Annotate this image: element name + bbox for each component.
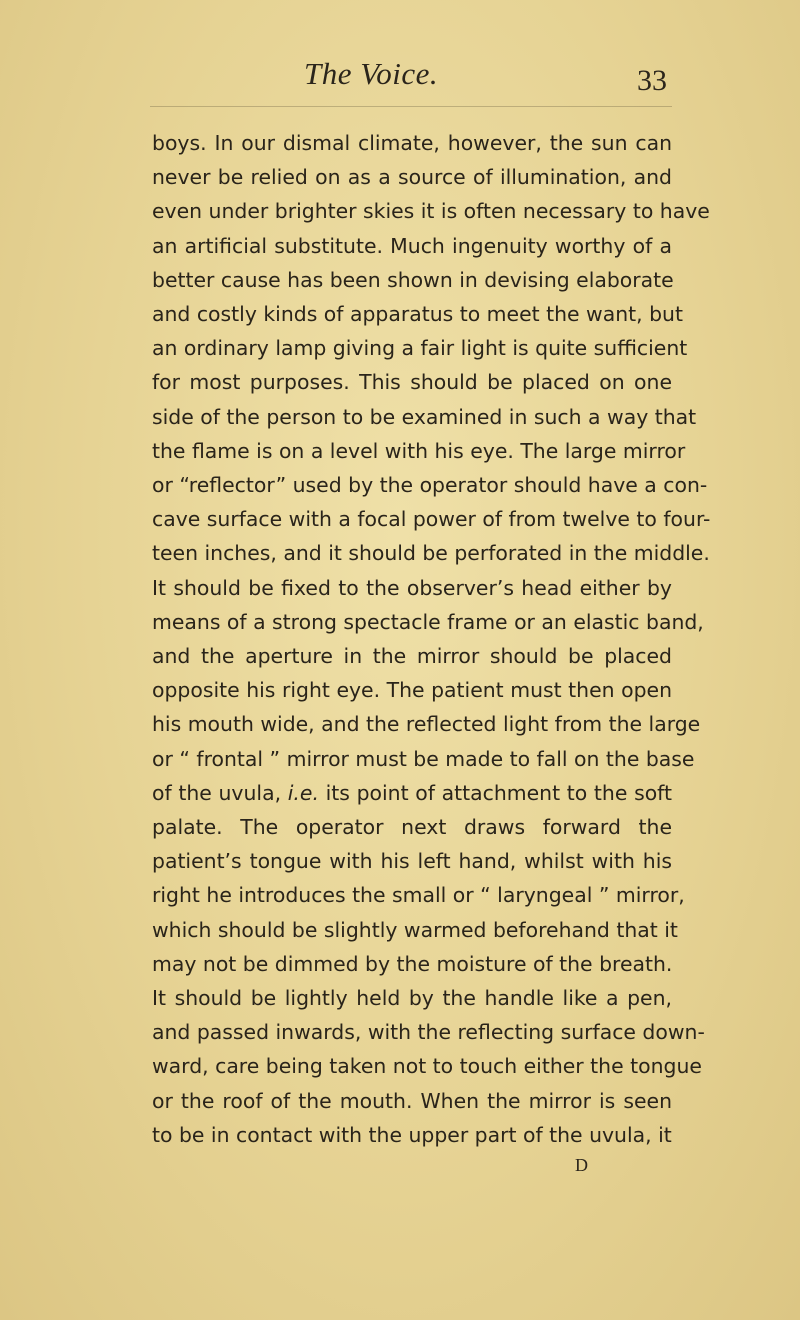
text-line: It should be lightly held by the handle like a pen, bbox=[152, 986, 672, 1011]
text-line: It should be fixed to the observer’s head either by bbox=[152, 575, 672, 600]
header-rule bbox=[150, 106, 672, 107]
text-line: better cause has been shown in devising elaborate bbox=[152, 267, 674, 292]
text-segment: its point of attachment to the soft bbox=[318, 780, 672, 805]
text-line: side of the person to be examined in such a way that bbox=[152, 404, 697, 429]
body-text bbox=[152, 126, 711, 1152]
text-line: and the aperture in the mirror should be placed bbox=[152, 644, 672, 669]
text-line: an ordinary lamp giving a fair light is quite sufficient bbox=[152, 336, 688, 361]
text-line: an artificial substitute. Much ingenuity worthy of a bbox=[152, 233, 672, 258]
text-segment: of the uvula, bbox=[152, 780, 288, 805]
text-line: which should be slightly warmed beforehand that it bbox=[152, 917, 678, 942]
italic-abbreviation: i.e. bbox=[287, 780, 319, 805]
text-line: or “reflector” used by the operator should have a con- bbox=[152, 473, 708, 498]
text-line: and passed inwards, with the reflecting surface down- bbox=[152, 1020, 705, 1045]
signature-mark: D bbox=[575, 1155, 588, 1175]
text-line: ward, care being taken not to touch either the tongue bbox=[152, 1054, 702, 1079]
text-line: boys. In our dismal climate, however, the sun can bbox=[152, 131, 672, 155]
text-line: for most purposes. This should be placed on one bbox=[152, 370, 672, 395]
text-line: palate. The operator next draws forward the bbox=[152, 815, 672, 840]
running-title: The Voice. bbox=[304, 56, 439, 91]
text-line-with-italic bbox=[152, 776, 672, 810]
text-line: or the roof of the mouth. When the mirror is seen bbox=[152, 1088, 672, 1113]
text-line: means of a strong spectacle frame or an elastic band, bbox=[152, 609, 704, 634]
text-line: his mouth wide, and the reflected light from the large bbox=[152, 712, 701, 737]
page-number: 33 bbox=[637, 64, 667, 97]
text-line: teen inches, and it should be perforated in the middle. bbox=[152, 541, 710, 566]
text-line: may not be dimmed by the moisture of the breath. bbox=[152, 951, 673, 976]
text-line: to be in contact with the upper part of the uvula, it bbox=[152, 1122, 672, 1147]
text-line: cave surface with a focal power of from twelve to four- bbox=[152, 507, 711, 532]
text-line: right he introduces the small or “ laryngeal ” mirror, bbox=[152, 883, 685, 908]
text-line: or “ frontal ” mirror must be made to fall on the base bbox=[152, 746, 695, 771]
text-line: opposite his right eye. The patient must then open bbox=[152, 678, 672, 703]
text-line: never be relied on as a source of illumination, and bbox=[152, 165, 672, 190]
text-line: and costly kinds of apparatus to meet the want, but bbox=[152, 302, 683, 327]
text-line: patient’s tongue with his left hand, whilst with his bbox=[152, 849, 672, 874]
text-line: even under brighter skies it is often necessary to have bbox=[152, 199, 710, 224]
text-line: the flame is on a level with his eye. The large mirror bbox=[152, 438, 686, 463]
